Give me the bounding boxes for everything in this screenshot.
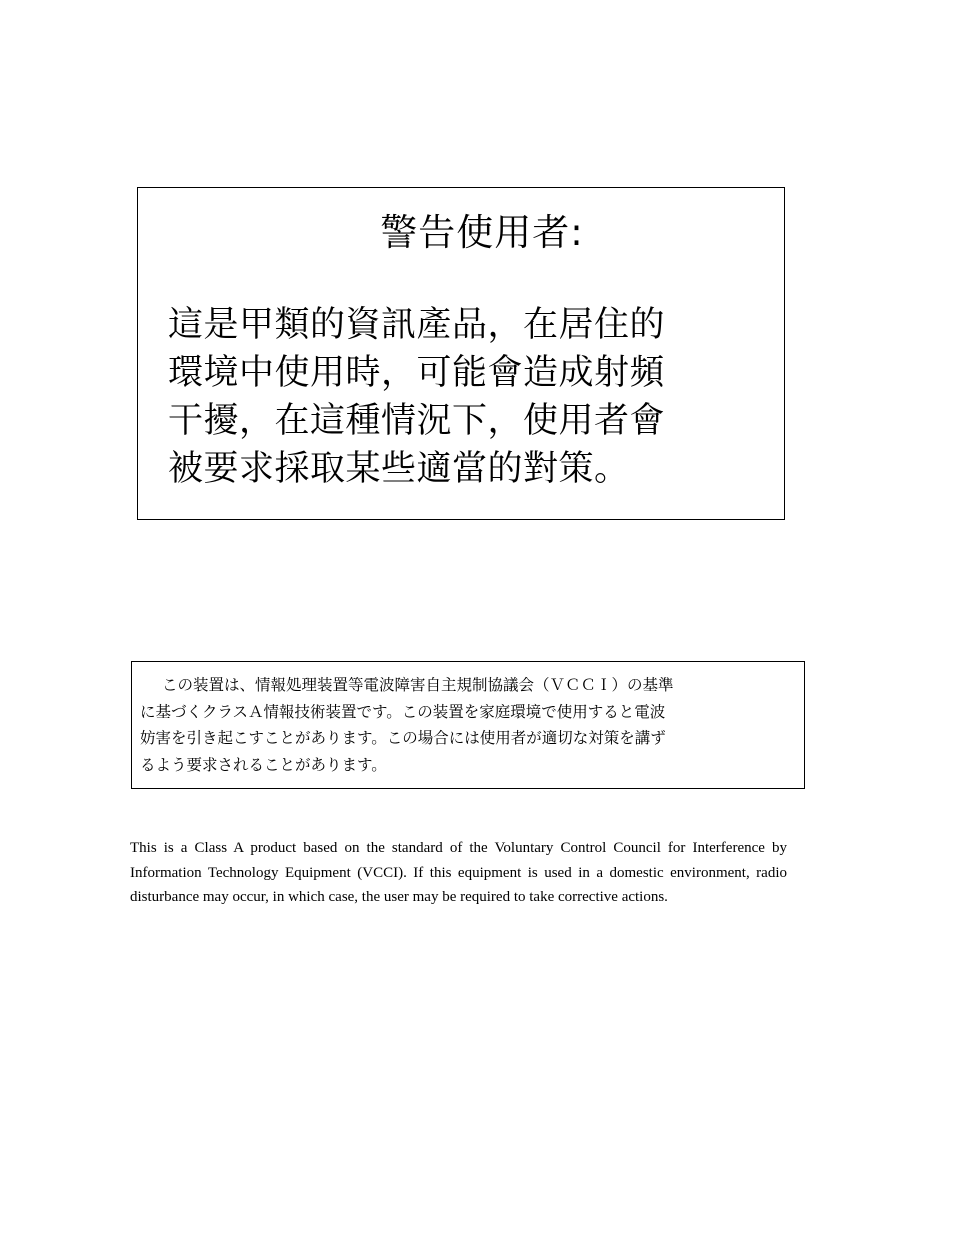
taiwan-warning-title: 警告使用者: [380, 211, 584, 254]
taiwan-warning-line: 這是甲類的資訊產品，在居住的 [168, 305, 666, 345]
vcci-english-notice-text: This is a Class A product based on the standard of the Voluntary Control Council for Interference by Information Technology Equipment (VCCI). If this equipment is used in a domestic environment, radio disturbance may occur, in which case, the user may be required to take corrective actions. [130, 840, 787, 905]
taiwan-warning-line: 環境中使用時，可能會造成射頻 [168, 353, 666, 393]
vcci-japanese-line: この装置は、情報処理装置等電波障害自主規制協議会（ＶＣＣＩ）の基準 [162, 676, 674, 694]
taiwan-warning-text [168, 301, 768, 493]
vcci-japanese-notice-text [140, 672, 800, 778]
taiwan-warning-line: 干擾，在這種情況下，使用者會 [168, 401, 666, 441]
vcci-japanese-line: るよう要求されることがあります。 [140, 755, 387, 774]
vcci-japanese-line: 妨害を引き起こすことがあります。この場合には使用者が適切な対策を講ず [140, 729, 666, 747]
taiwan-warning-line: 被要求採取某些適當的對策。 [168, 449, 630, 489]
vcci-japanese-line: に基づくクラスＡ情報技術装置です。この装置を家庭環境で使用すると電波 [140, 702, 666, 721]
